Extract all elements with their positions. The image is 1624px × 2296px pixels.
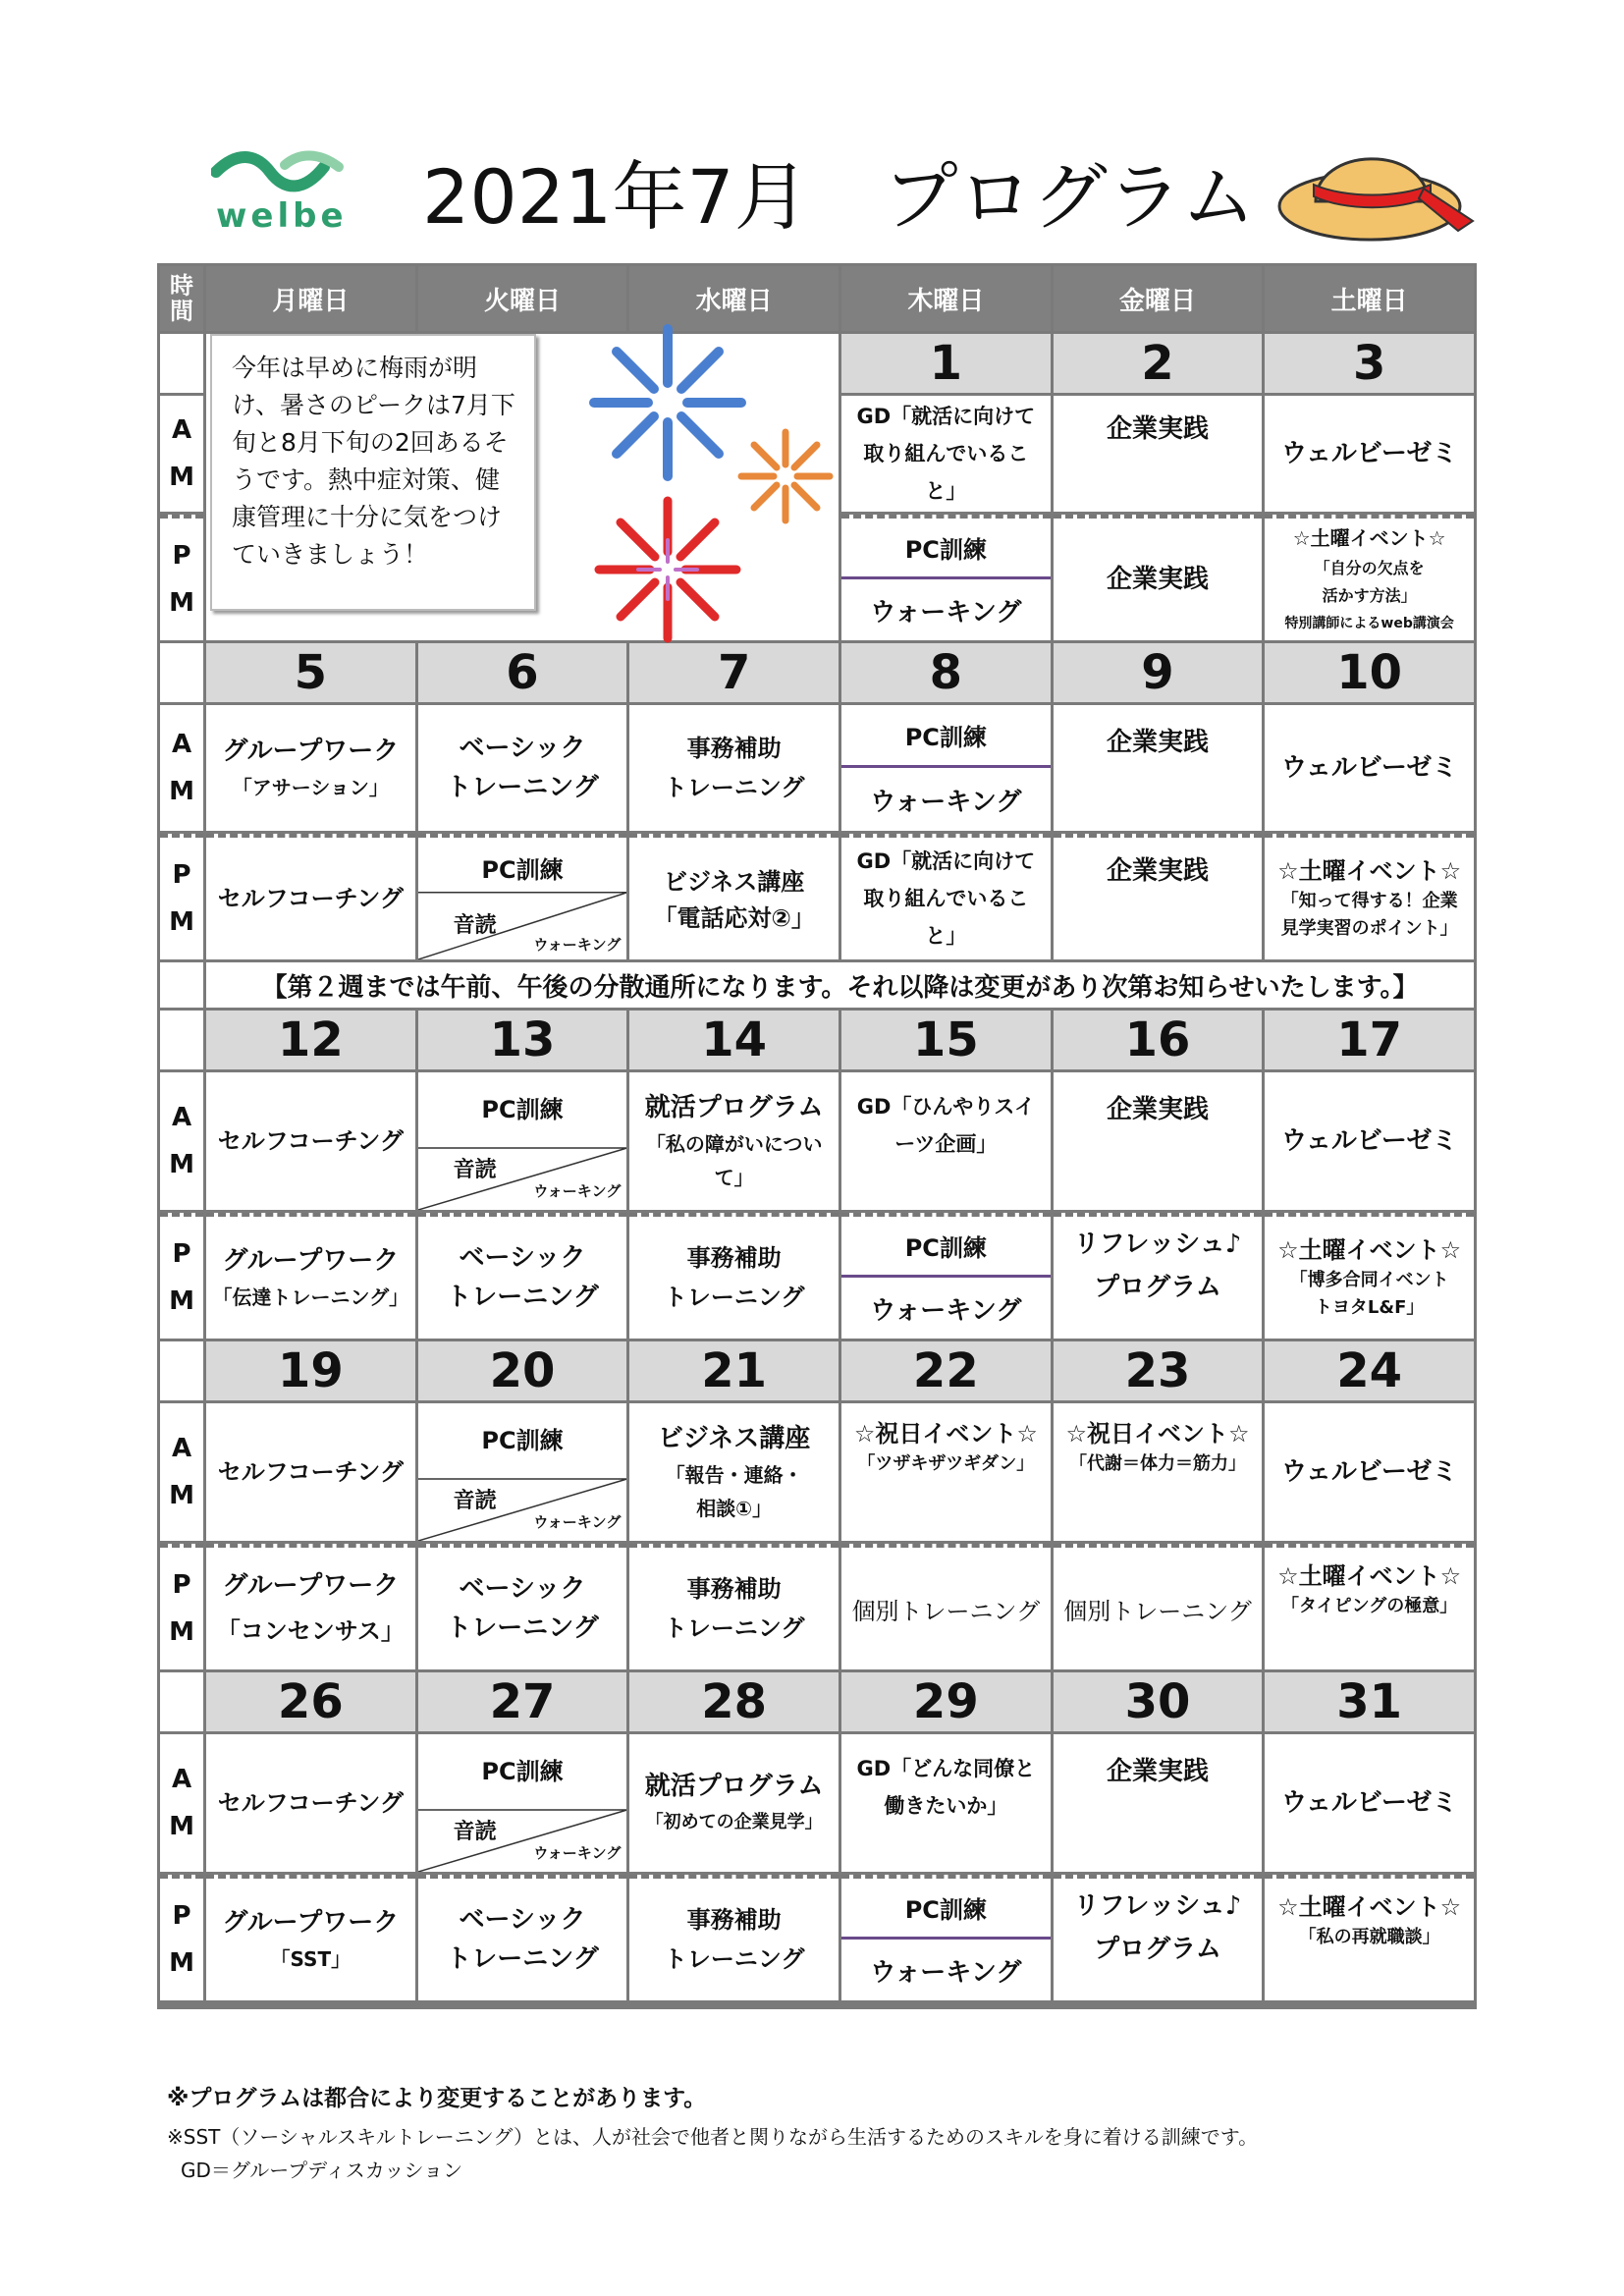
program-cell: 個別トレーニング <box>841 1544 1051 1669</box>
program-cell: 就活プログラム 「初めての企業見学」 <box>629 1734 839 1872</box>
program-cell: 企業実践 <box>1054 515 1263 640</box>
header-monday: 月曜日 <box>206 266 415 331</box>
date-cell: 9 <box>1054 643 1263 702</box>
header-time: 時間 <box>160 266 203 331</box>
program-cell: ビジネス講座 「電話応対②」 <box>629 834 839 959</box>
program-cell-diagonal: PC訓練 音読 ウォーキング <box>418 834 627 959</box>
date-cell: 15 <box>841 1011 1051 1069</box>
program-cell: グループワーク 「SST」 <box>206 1875 415 2000</box>
program-cell: ウェルビーゼミ <box>1265 1072 1474 1210</box>
date-cell: 29 <box>841 1672 1051 1731</box>
date-cell: 5 <box>206 643 415 702</box>
am-label: A M <box>160 705 203 831</box>
pm-label: P M <box>160 1213 203 1339</box>
date-cell: 31 <box>1265 1672 1474 1731</box>
program-cell: 事務補助 トレーニング <box>629 1875 839 2000</box>
program-cell: GD「就活に向けて取り組んでいること」 <box>841 834 1051 959</box>
week4-date-label <box>160 1341 203 1400</box>
program-cell-split: PC訓練 ウォーキング <box>841 1213 1051 1339</box>
date-cell: 17 <box>1265 1011 1474 1069</box>
header-saturday: 土曜日 <box>1265 266 1474 331</box>
date-cell: 14 <box>629 1011 839 1069</box>
date-cell: 27 <box>418 1672 627 1731</box>
program-cell: 企業実践 <box>1054 1734 1263 1872</box>
program-cell-diagonal: PC訓練 音読 ウォーキング <box>418 1734 627 1872</box>
program-cell: 就活プログラム 「私の障がいについて」 <box>629 1072 839 1210</box>
date-cell: 21 <box>629 1341 839 1400</box>
program-cell: GD「ひんやりスイーツ企画」 <box>841 1072 1051 1210</box>
footnote-change: ※プログラムは都合により変更することがあります。 <box>167 2086 707 2111</box>
saturday-event: ☆土曜イベント☆ 「タイピングの極意」 <box>1265 1544 1474 1669</box>
week1-date-label <box>160 334 203 393</box>
date-cell: 13 <box>418 1011 627 1069</box>
header-friday: 金曜日 <box>1054 266 1263 331</box>
date-cell: 24 <box>1265 1341 1474 1400</box>
footnote-sst: ※SST（ソーシャルスキルトレーニング）とは、人が社会で他者と関りながら生活するためのスキルを身に着ける訓練です。 <box>167 2125 1259 2149</box>
date-cell: 30 <box>1054 1672 1263 1731</box>
pm-label: P M <box>160 1544 203 1669</box>
date-cell: 12 <box>206 1011 415 1069</box>
week3-date-label <box>160 1011 203 1069</box>
program-cell: ☆祝日イベント☆ 「代謝＝体力＝筋力」 <box>1054 1403 1263 1541</box>
header-tuesday: 火曜日 <box>418 266 627 331</box>
program-cell: グループワーク 「アサーション」 <box>206 705 415 831</box>
fireworks-icon <box>550 314 844 668</box>
program-cell: 企業実践 <box>1054 705 1263 831</box>
program-cell: ベーシック トレーニング <box>418 705 627 831</box>
program-cell: セルフコーチング <box>206 1403 415 1541</box>
date-cell: 23 <box>1054 1341 1263 1400</box>
program-cell: ベーシック トレーニング <box>418 1213 627 1339</box>
program-cell: ウェルビーゼミ <box>1265 1734 1474 1872</box>
date-cell: 3 <box>1265 334 1474 393</box>
saturday-event: ☆土曜イベント☆ 「自分の欠点を 活かす方法」 特別講師によるweb講演会 <box>1265 515 1474 640</box>
program-cell: セルフコーチング <box>206 834 415 959</box>
saturday-event: ☆土曜イベント☆ 「博多合同イベント トヨタL&F」 <box>1265 1213 1474 1339</box>
program-cell: 企業実践 <box>1054 396 1263 512</box>
header-wednesday: 水曜日 <box>629 266 839 331</box>
program-cell: グループワーク 「伝達トレーニング」 <box>206 1213 415 1339</box>
program-cell: グループワーク 「コンセンサス」 <box>206 1544 415 1669</box>
program-cell-split: PC訓練 ウォーキング <box>841 705 1051 831</box>
date-cell: 28 <box>629 1672 839 1731</box>
date-cell: 16 <box>1054 1011 1263 1069</box>
date-cell: 22 <box>841 1341 1051 1400</box>
straw-hat-icon <box>1276 128 1483 255</box>
am-label: A M <box>160 1403 203 1541</box>
program-cell: ☆祝日イベント☆ 「ツザキザツギダン」 <box>841 1403 1051 1541</box>
program-cell: ウェルビーゼミ <box>1265 1403 1474 1541</box>
program-cell-split: PC訓練 ウォーキング <box>841 1875 1051 2000</box>
program-cell: セルフコーチング <box>206 1072 415 1210</box>
program-cell-diagonal: PC訓練 音読 ウォーキング <box>418 1072 627 1210</box>
date-cell: 8 <box>841 643 1051 702</box>
date-cell: 6 <box>418 643 627 702</box>
notice-label <box>160 962 203 1008</box>
intro-note: 今年は早めに梅雨が明け、暑さのピークは7月下旬と8月下旬の2回あるそうです。熱中症対策、健康管理に十分に気をつけていきましょう！ <box>210 334 536 611</box>
date-cell: 19 <box>206 1341 415 1400</box>
program-cell: GD「就活に向けて取り組んでいること」 <box>841 396 1051 512</box>
program-cell: 個別トレーニング <box>1054 1544 1263 1669</box>
date-cell: 10 <box>1265 643 1474 702</box>
program-cell: 事務補助 トレーニング <box>629 705 839 831</box>
week5-date-label <box>160 1672 203 1731</box>
program-cell: 企業実践 <box>1054 834 1263 959</box>
program-cell: GD「どんな同僚と働きたいか」 <box>841 1734 1051 1872</box>
program-cell: ウェルビーゼミ <box>1265 705 1474 831</box>
program-cell-diagonal: PC訓練 音読 ウォーキング <box>418 1403 627 1541</box>
pm-label: P M <box>160 1875 203 2000</box>
pm-label: P M <box>160 515 203 640</box>
program-cell: リフレッシュ♪ プログラム <box>1054 1213 1263 1339</box>
program-cell: ベーシック トレーニング <box>418 1544 627 1669</box>
program-cell: リフレッシュ♪ プログラム <box>1054 1875 1263 2000</box>
date-cell: 7 <box>629 643 839 702</box>
date-cell: 2 <box>1054 334 1263 393</box>
date-cell: 1 <box>841 334 1051 393</box>
am-label: A M <box>160 1734 203 1872</box>
notice-banner: 【第２週までは午前、午後の分散通所になります。それ以降は変更があり次第お知らせいたします。】 <box>206 962 1474 1008</box>
program-cell-split: PC訓練 ウォーキング <box>841 515 1051 640</box>
header-thursday: 木曜日 <box>841 266 1051 331</box>
am-label: A M <box>160 396 203 512</box>
program-cell: 事務補助 トレーニング <box>629 1544 839 1669</box>
program-cell: ビジネス講座 「報告・連絡・ 相談①」 <box>629 1403 839 1541</box>
am-label: A M <box>160 1072 203 1210</box>
welbe-logo-icon <box>211 147 349 196</box>
date-cell: 20 <box>418 1341 627 1400</box>
date-cell: 26 <box>206 1672 415 1731</box>
logo-text: welbe <box>216 196 348 236</box>
program-cell: 企業実践 <box>1054 1072 1263 1210</box>
week2-date-label <box>160 643 203 702</box>
saturday-event: ☆土曜イベント☆ 「知って得する！企業見学実習のポイント」 <box>1265 834 1474 959</box>
pm-label: P M <box>160 834 203 959</box>
program-cell: セルフコーチング <box>206 1734 415 1872</box>
saturday-event: ☆土曜イベント☆ 「私の再就職談」 <box>1265 1875 1474 2000</box>
program-cell: ウェルビーゼミ <box>1265 396 1474 512</box>
footnote-gd: GD＝グループディスカッション <box>181 2159 463 2182</box>
program-cell: 事務補助 トレーニング <box>629 1213 839 1339</box>
welbe-logo <box>211 147 349 236</box>
program-cell: ベーシック トレーニング <box>418 1875 627 2000</box>
page-title: 2021年7月 プログラム <box>422 153 1257 241</box>
